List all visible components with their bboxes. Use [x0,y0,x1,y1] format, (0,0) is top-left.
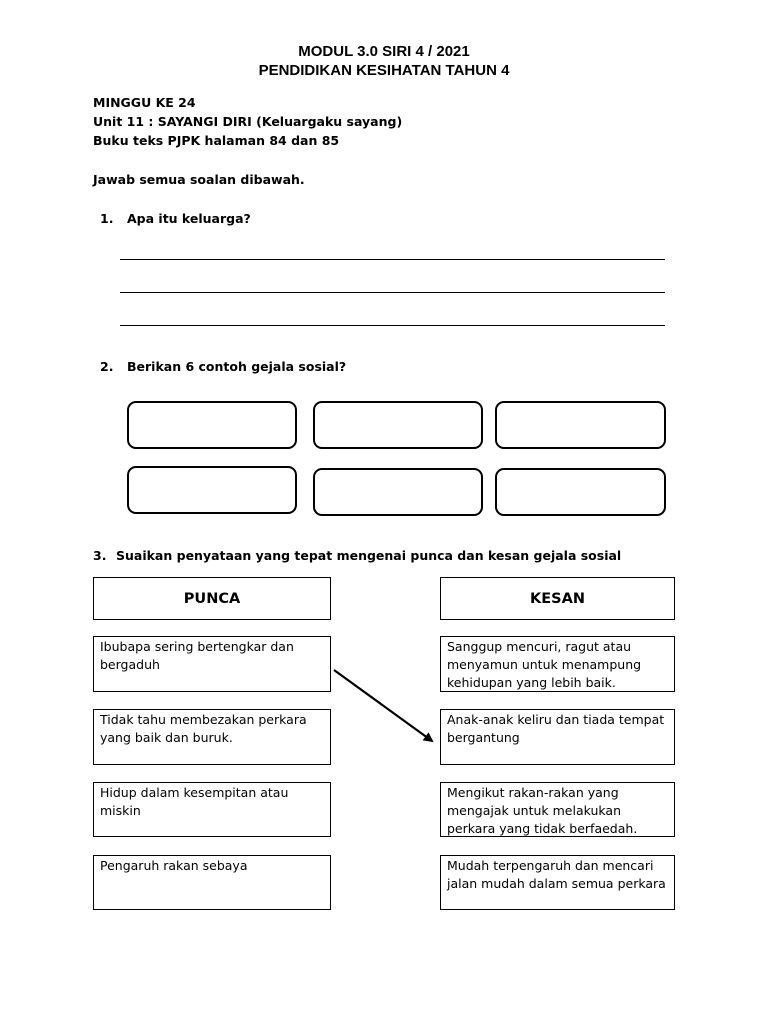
module-title: MODUL 3.0 SIRI 4 / 2021 [298,43,470,60]
unit-label: Unit 11 : SAYANGI DIRI (Keluargaku sayang) [93,114,403,129]
kesan-item-1[interactable]: Sanggup mencuri, ragut atau menyamun untuk menampung kehidupan yang lebih baik. [440,636,675,692]
punca-item-2[interactable]: Tidak tahu membezakan perkara yang baik dan buruk. [93,709,331,765]
q2-number: 2. [100,359,114,374]
punca-item-4[interactable]: Pengaruh rakan sebaya [93,855,331,910]
punca-item-1[interactable]: Ibubapa sering bertengkar dan bergaduh [93,636,331,692]
kesan-item-4[interactable]: Mudah terpengaruh dan mencari jalan mudah dalam semua perkara [440,855,675,910]
textbook-label: Buku teks PJPK halaman 84 dan 85 [93,133,340,148]
week-label: MINGGU KE 24 [93,95,196,110]
instruction-text: Jawab semua soalan dibawah. [93,172,305,187]
q2-text: Berikan 6 contoh gejala sosial? [127,359,347,374]
kesan-item-2[interactable]: Anak-anak keliru dan tiada tempat bergantung [440,709,675,765]
q1-number: 1. [100,211,114,226]
kesan-header: KESAN [440,577,675,620]
q1-text: Apa itu keluarga? [127,211,251,226]
q3-number: 3. [93,548,107,563]
punca-item-3[interactable]: Hidup dalam kesempitan atau miskin [93,782,331,837]
subject-title: PENDIDIKAN KESIHATAN TAHUN 4 [258,62,510,79]
punca-header: PUNCA [93,577,331,620]
kesan-item-3[interactable]: Mengikut rakan-rakan yang mengajak untuk melakukan perkara yang tidak berfaedah. [440,782,675,837]
q3-text: Suaikan penyataan yang tepat mengenai punca dan kesan gejala sosial [116,548,622,563]
